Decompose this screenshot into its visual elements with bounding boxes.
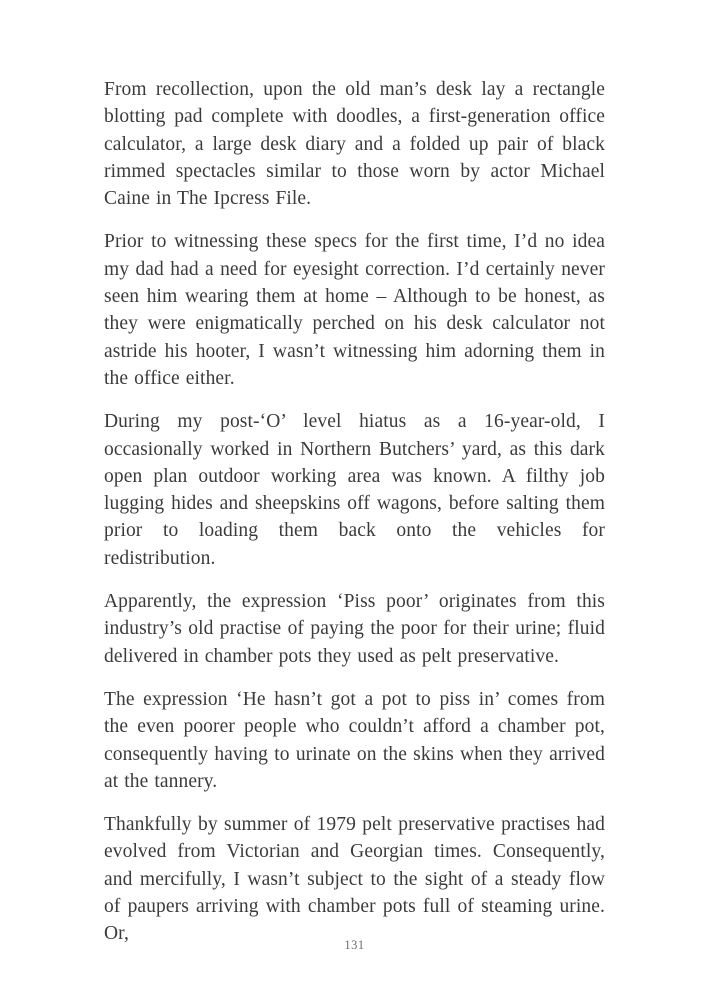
page-text-block	[104, 76, 605, 948]
paragraph: Thankfully by summer of 1979 pelt preservative practises had evolved from Victorian and Georgian times. Consequently, and mercifully, I wasn’t subject to the sight of a steady flow of paupers arriving with chamber pots full of steaming urine. Or,	[104, 814, 605, 945]
paragraph: During my post-‘O’ level hiatus as a 16-year-old, I occasionally worked in Northern Butchers’ yard, as this dark open plan outdoor working area was known. A filthy job lugging hides and sheepskins off wagons, before salting them prior to loading them back onto the vehicles for redistribution.	[104, 411, 605, 569]
paragraph: The expression ‘He hasn’t got a pot to piss in’ comes from the even poorer people who couldn’t afford a chamber pot, consequently having to urinate on the skins when they arrived at the tannery.	[104, 688, 605, 792]
paragraph: From recollection, upon the old man’s desk lay a rectangle blotting pad complete with doodles, a first-generation office calculator, a large desk diary and a folded up pair of black rimmed spectacles similar to those worn by actor Michael Caine in The Ipcress File.	[104, 79, 605, 210]
paragraph: Prior to witnessing these specs for the first time, I’d no idea my dad had a need for eyesight correction. I’d certainly never seen him wearing them at home – Although to be honest, as they were enigmatically perched on his desk calculator not astride his hooter, I wasn’t witnessing him adorning them in the office either.	[104, 231, 605, 389]
page-number: 131	[344, 938, 365, 952]
paragraph: Apparently, the expression ‘Piss poor’ originates from this industry’s old practise of paying the poor for their urine; fluid delivered in chamber pots they used as pelt preservative.	[104, 591, 605, 667]
